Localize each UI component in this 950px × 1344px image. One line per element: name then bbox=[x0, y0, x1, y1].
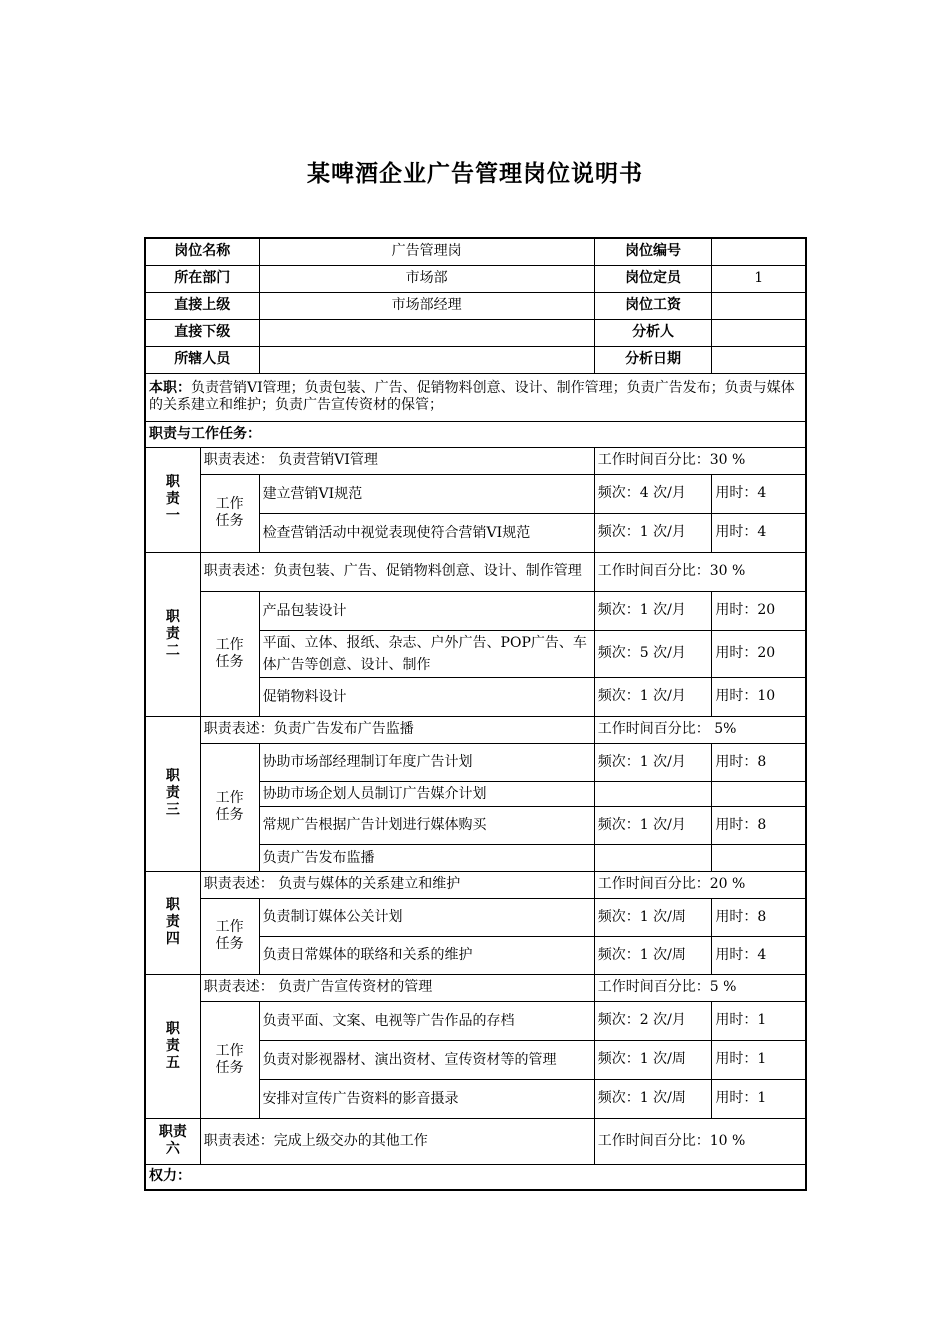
task-text: 负责日常媒体的联络和关系的维护 bbox=[259, 936, 594, 974]
task-text: 协助市场部经理制订年度广告计划 bbox=[259, 743, 594, 781]
duty-label: 职 责 三 bbox=[145, 716, 200, 871]
department-value: 市场部 bbox=[259, 265, 594, 292]
task-row bbox=[145, 898, 806, 936]
task-row bbox=[145, 474, 806, 513]
duty-label: 职 责 五 bbox=[145, 974, 200, 1118]
duty-label: 职 责 四 bbox=[145, 871, 200, 974]
department-label: 所在部门 bbox=[145, 265, 259, 292]
benzhi-text: 负责营销VI管理；负责包装、广告、促销物料创意、设计、制作管理；负责广告发布；负责与媒体的关系建立和维护；负责广告宣传资材的保管； bbox=[149, 380, 795, 413]
duty-time-percent: 工作时间百分比：30 % bbox=[594, 447, 806, 474]
duty-time-percent: 工作时间百分比：30 % bbox=[594, 552, 806, 591]
task-text: 产品包装设计 bbox=[259, 591, 594, 630]
task-frequency: 频次：1 次/周 bbox=[594, 936, 712, 974]
task-hours: 用时：1 bbox=[712, 1001, 806, 1040]
staff-value bbox=[259, 346, 594, 373]
position-code-value bbox=[712, 238, 806, 265]
position-name-label: 岗位名称 bbox=[145, 238, 259, 265]
duties-header-row bbox=[145, 421, 806, 447]
task-text: 负责广告发布监播 bbox=[259, 844, 594, 871]
power-label: 权力： bbox=[145, 1164, 806, 1190]
task-frequency bbox=[594, 781, 712, 806]
task-hours: 用时：20 bbox=[712, 591, 806, 630]
work-tasks-label: 工作 任务 bbox=[200, 474, 259, 552]
task-frequency: 频次：5 次/月 bbox=[594, 630, 712, 677]
task-frequency: 频次：1 次/周 bbox=[594, 1040, 712, 1079]
task-frequency: 频次：1 次/月 bbox=[594, 591, 712, 630]
duty-statement: 职责表述：负责广告发布广告监播 bbox=[200, 716, 594, 743]
analysis-date-value bbox=[712, 346, 806, 373]
task-text: 负责对影视器材、演出资材、宣传资材等的管理 bbox=[259, 1040, 594, 1079]
duty-label: 职 责 二 bbox=[145, 552, 200, 716]
page-title: 某啤酒企业广告管理岗位说明书 bbox=[307, 161, 643, 187]
duty-label: 职责 六 bbox=[145, 1118, 200, 1164]
task-text: 安排对宣传广告资料的影音摄录 bbox=[259, 1079, 594, 1118]
duty-time-percent: 工作时间百分比：10 % bbox=[594, 1118, 806, 1164]
duty-label: 职 责 一 bbox=[145, 447, 200, 552]
task-row bbox=[145, 1001, 806, 1040]
duty-statement: 职责表述： 负责与媒体的关系建立和维护 bbox=[200, 871, 594, 898]
task-text: 负责平面、文案、电视等广告作品的存档 bbox=[259, 1001, 594, 1040]
task-hours bbox=[712, 844, 806, 871]
info-row-staff bbox=[145, 346, 806, 373]
task-frequency: 频次：2 次/月 bbox=[594, 1001, 712, 1040]
benzhi-cell bbox=[145, 373, 806, 421]
duty-statement-row bbox=[145, 552, 806, 591]
duty-statement: 职责表述： 负责营销VI管理 bbox=[200, 447, 594, 474]
quota-label: 岗位定员 bbox=[594, 265, 712, 292]
work-tasks-label: 工作 任务 bbox=[200, 743, 259, 871]
subordinate-value bbox=[259, 319, 594, 346]
task-hours: 用时：8 bbox=[712, 806, 806, 844]
wage-label: 岗位工资 bbox=[594, 292, 712, 319]
duty-statement-row bbox=[145, 871, 806, 898]
benzhi-label: 本职： bbox=[149, 380, 191, 396]
task-frequency: 频次：1 次/月 bbox=[594, 806, 712, 844]
duty-statement-row bbox=[145, 447, 806, 474]
duties-header: 职责与工作任务： bbox=[145, 421, 806, 447]
duty-statement-row bbox=[145, 974, 806, 1001]
analysis-date-label: 分析日期 bbox=[594, 346, 712, 373]
task-frequency: 频次：1 次/周 bbox=[594, 898, 712, 936]
task-text: 建立营销VI规范 bbox=[259, 474, 594, 513]
work-tasks-label: 工作 任务 bbox=[200, 898, 259, 974]
task-hours: 用时：1 bbox=[712, 1079, 806, 1118]
task-hours bbox=[712, 781, 806, 806]
superior-value: 市场部经理 bbox=[259, 292, 594, 319]
task-row bbox=[145, 591, 806, 630]
task-hours: 用时：4 bbox=[712, 474, 806, 513]
task-hours: 用时：10 bbox=[712, 677, 806, 716]
task-frequency: 频次：4 次/月 bbox=[594, 474, 712, 513]
duty-time-percent: 工作时间百分比：5 % bbox=[594, 974, 806, 1001]
position-code-label: 岗位编号 bbox=[594, 238, 712, 265]
task-frequency: 频次：1 次/周 bbox=[594, 1079, 712, 1118]
task-frequency: 频次：1 次/月 bbox=[594, 743, 712, 781]
info-row-superior bbox=[145, 292, 806, 319]
quota-value: 1 bbox=[712, 265, 806, 292]
task-hours: 用时：4 bbox=[712, 936, 806, 974]
analyst-label: 分析人 bbox=[594, 319, 712, 346]
task-hours: 用时：1 bbox=[712, 1040, 806, 1079]
duty-time-percent: 工作时间百分比：20 % bbox=[594, 871, 806, 898]
duty-time-percent: 工作时间百分比： 5% bbox=[594, 716, 806, 743]
task-text: 常规广告根据广告计划进行媒体购买 bbox=[259, 806, 594, 844]
info-row-subordinate bbox=[145, 319, 806, 346]
task-hours: 用时：8 bbox=[712, 898, 806, 936]
work-tasks-label: 工作 任务 bbox=[200, 591, 259, 716]
task-text: 检查营销活动中视觉表现使符合营销VI规范 bbox=[259, 513, 594, 552]
task-text: 协助市场企划人员制订广告媒介计划 bbox=[259, 781, 594, 806]
task-text: 平面、立体、报纸、杂志、户外广告、POP广告、车体广告等创意、设计、制作 bbox=[259, 630, 594, 677]
task-hours: 用时：20 bbox=[712, 630, 806, 677]
task-frequency: 频次：1 次/月 bbox=[594, 677, 712, 716]
subordinate-label: 直接下级 bbox=[145, 319, 259, 346]
analyst-value bbox=[712, 319, 806, 346]
duty-statement: 职责表述： 负责广告宣传资材的管理 bbox=[200, 974, 594, 1001]
duty-statement: 职责表述：完成上级交办的其他工作 bbox=[200, 1118, 594, 1164]
task-text: 促销物料设计 bbox=[259, 677, 594, 716]
wage-value bbox=[712, 292, 806, 319]
duty-statement-row bbox=[145, 1118, 806, 1164]
duty-statement-row bbox=[145, 716, 806, 743]
task-text: 负责制订媒体公关计划 bbox=[259, 898, 594, 936]
superior-label: 直接上级 bbox=[145, 292, 259, 319]
task-hours: 用时：4 bbox=[712, 513, 806, 552]
job-description-table bbox=[144, 237, 807, 1191]
position-name-value: 广告管理岗 bbox=[259, 238, 594, 265]
info-row-name bbox=[145, 238, 806, 265]
work-tasks-label: 工作 任务 bbox=[200, 1001, 259, 1118]
task-hours: 用时：8 bbox=[712, 743, 806, 781]
task-row bbox=[145, 743, 806, 781]
task-frequency: 频次：1 次/月 bbox=[594, 513, 712, 552]
benzhi-row bbox=[145, 373, 806, 421]
task-frequency bbox=[594, 844, 712, 871]
staff-label: 所辖人员 bbox=[145, 346, 259, 373]
power-row bbox=[145, 1164, 806, 1190]
info-row-dept bbox=[145, 265, 806, 292]
duty-statement: 职责表述：负责包装、广告、促销物料创意、设计、制作管理 bbox=[200, 552, 594, 591]
